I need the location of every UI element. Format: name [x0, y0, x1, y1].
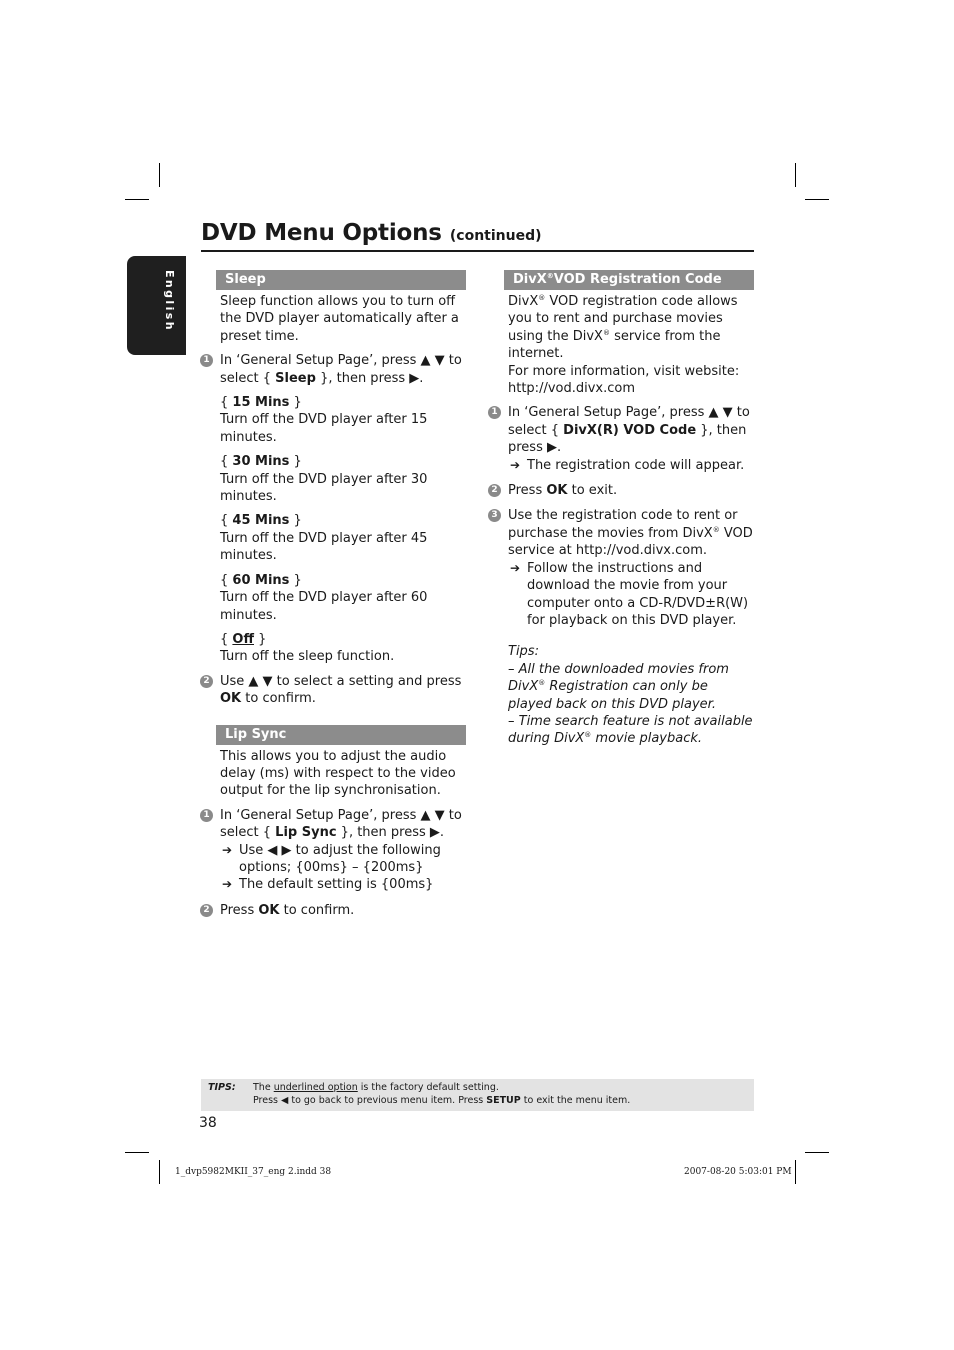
- language-tab-label: English: [163, 270, 176, 332]
- option-description: Turn off the DVD player after 60 minutes.: [220, 590, 428, 623]
- footer-timestamp: 2007-08-20 5:03:01 PM: [684, 1167, 792, 1177]
- step-text: VOD service at http://vod.divx.com.: [508, 525, 753, 559]
- left-column: [200, 270, 466, 919]
- step-text: Use ▲ ▼ to select a setting and press: [220, 673, 462, 689]
- intro-text: service from the internet.: [508, 328, 721, 362]
- step-text: Press: [220, 902, 259, 918]
- heading-text: DivX: [513, 272, 547, 287]
- key-name: OK: [258, 902, 280, 918]
- step-number-icon: 1: [488, 406, 501, 419]
- sleep-option: { 60 Mins } Turn off the DVD player after 60 minutes.: [220, 572, 466, 624]
- sleep-option: { 30 Mins } Turn off the DVD player after 30 minutes.: [220, 453, 466, 505]
- step-number-icon: 1: [200, 809, 213, 822]
- tips-line-1: [253, 1081, 499, 1094]
- option-label: 45 Mins: [232, 513, 290, 529]
- sleep-option: { 15 Mins } Turn off the DVD player after 15 minutes.: [220, 394, 466, 446]
- tip-text: – Time search feature is not available during DivX: [508, 713, 753, 747]
- lip-sync-intro: This allows you to adjust the audio delay (ms) with respect to the video output for the lip synchronisation.: [220, 748, 456, 799]
- step-result: [508, 560, 754, 630]
- tips-heading: Tips:: [508, 644, 539, 660]
- step-text: In ‘General Setup Page’, press ▲ ▼ to select {: [508, 405, 750, 438]
- step-text: }, then press ▶.: [508, 422, 747, 456]
- step-text: Press: [508, 483, 547, 499]
- section-heading-sleep: Sleep: [216, 270, 466, 290]
- divx-step-1: [488, 404, 754, 474]
- right-column: [488, 270, 754, 748]
- crop-mark: [805, 1152, 829, 1153]
- option-name: Sleep: [275, 370, 316, 386]
- option-name: Lip Sync: [275, 825, 337, 841]
- section-heading-lip-sync: Lip Sync: [216, 725, 466, 745]
- page-title-continued: (continued): [449, 228, 542, 244]
- step-text: to confirm.: [241, 691, 316, 707]
- divx-step-3: [488, 507, 754, 629]
- lip-sync-step-2: [200, 902, 466, 919]
- page-header: [201, 220, 754, 252]
- step-text: to exit.: [567, 483, 618, 499]
- result-arrow-icon: ➔: [222, 877, 233, 892]
- tips-bar-label: TIPS:: [208, 1082, 236, 1093]
- crop-mark: [125, 199, 149, 200]
- registered-mark: ®: [712, 525, 720, 534]
- sleep-intro: Sleep function allows you to turn off the DVD player automatically after a preset time.: [220, 294, 459, 344]
- step-result: [508, 457, 754, 474]
- tip-text: movie playback.: [591, 731, 703, 747]
- step-text: In ‘General Setup Page’, press ▲ ▼ to select {: [220, 353, 462, 386]
- sleep-step-2: [200, 673, 466, 708]
- option-label-default: Off: [232, 631, 254, 647]
- crop-mark: [125, 1152, 149, 1153]
- page-title: DVD Menu Options: [201, 220, 442, 246]
- option-description: Turn off the DVD player after 15 minutes.: [220, 412, 428, 445]
- result-text: Follow the instructions and download the movie from your computer onto a CD-R/DVD±R(W) for playback on this DVD player.: [527, 560, 749, 628]
- sleep-option-default: { Off } Turn off the sleep function.: [220, 631, 466, 666]
- language-tab: [127, 256, 186, 355]
- tips-text-underlined: underlined option: [273, 1082, 358, 1093]
- crop-mark: [795, 163, 796, 187]
- result-text: The default setting is {00ms}: [239, 877, 434, 893]
- option-label: 60 Mins: [232, 572, 290, 588]
- lip-sync-step-1: [200, 807, 466, 894]
- option-description: Turn off the DVD player after 45 minutes.: [220, 530, 428, 564]
- registered-mark: ®: [538, 294, 546, 302]
- crop-mark: [159, 163, 160, 187]
- divx-step-2: [488, 482, 754, 499]
- step-text: }, then press ▶.: [315, 370, 424, 386]
- tip-text: Registration can only be played back on this DVD player.: [508, 679, 716, 712]
- tips-text: to exit the menu item.: [520, 1095, 631, 1106]
- website-info: For more information, visit website: http://vod.divx.com: [508, 363, 740, 397]
- step-number-icon: 2: [200, 904, 213, 917]
- option-name: DivX(R) VOD Code: [563, 422, 697, 438]
- crop-mark: [805, 199, 829, 200]
- step-number-icon: 2: [200, 675, 213, 688]
- registered-mark: ®: [538, 679, 546, 688]
- option-description: Turn off the sleep function.: [220, 649, 395, 665]
- step-text: Use the registration code to rent or purchase the movies from DivX: [508, 508, 738, 541]
- option-description: Turn off the DVD player after 30 minutes.: [220, 471, 428, 505]
- tips-bar: [201, 1079, 754, 1111]
- registered-mark: ®: [584, 731, 592, 740]
- tips-text: The: [253, 1082, 274, 1093]
- step-text: In ‘General Setup Page’, press ▲ ▼ to select {: [220, 807, 462, 841]
- tip-text: – All the downloaded movies from DivX: [508, 661, 729, 695]
- step-number-icon: 2: [488, 484, 501, 497]
- page-number: 38: [199, 1115, 217, 1131]
- tips-text: Press ◀ to go back to previous menu item. Press: [253, 1095, 487, 1106]
- step-result: [220, 876, 466, 893]
- tips-text: is the factory default setting.: [357, 1082, 499, 1093]
- key-name: OK: [220, 691, 242, 707]
- registered-mark: ®: [602, 328, 610, 337]
- tips-line-2: [253, 1094, 630, 1107]
- result-arrow-icon: ➔: [510, 560, 521, 575]
- registered-mark: ®: [546, 272, 554, 280]
- crop-mark: [795, 1160, 796, 1184]
- divx-tips: [488, 643, 754, 747]
- crop-mark: [159, 1160, 160, 1184]
- option-label: 15 Mins: [232, 395, 290, 411]
- section-heading-divx: [504, 270, 754, 290]
- result-text: The registration code will appear.: [527, 457, 745, 473]
- step-text: }, then press ▶.: [336, 825, 445, 841]
- key-name: OK: [546, 483, 568, 499]
- step-text: to confirm.: [279, 902, 355, 918]
- intro-text: DivX: [508, 294, 539, 309]
- result-text: Use ◀ ▶ to adjust the following options; {00ms} – {200ms}: [239, 842, 441, 875]
- sleep-option: { 45 Mins } Turn off the DVD player after 45 minutes.: [220, 512, 466, 564]
- step-number-icon: 3: [488, 509, 501, 522]
- result-arrow-icon: ➔: [510, 457, 521, 472]
- sleep-step-1: [200, 352, 466, 387]
- footer-file-info: 1_dvp5982MKII_37_eng 2.indd 38: [175, 1167, 332, 1177]
- option-label: 30 Mins: [232, 454, 290, 470]
- intro-text: VOD registration code allows you to rent and purchase movies using the DivX: [508, 294, 738, 344]
- step-result: [220, 842, 466, 877]
- divx-intro: [488, 293, 754, 397]
- result-arrow-icon: ➔: [222, 842, 233, 857]
- key-name: SETUP: [486, 1095, 521, 1106]
- heading-text: VOD Registration Code: [553, 272, 722, 287]
- step-number-icon: 1: [200, 354, 213, 367]
